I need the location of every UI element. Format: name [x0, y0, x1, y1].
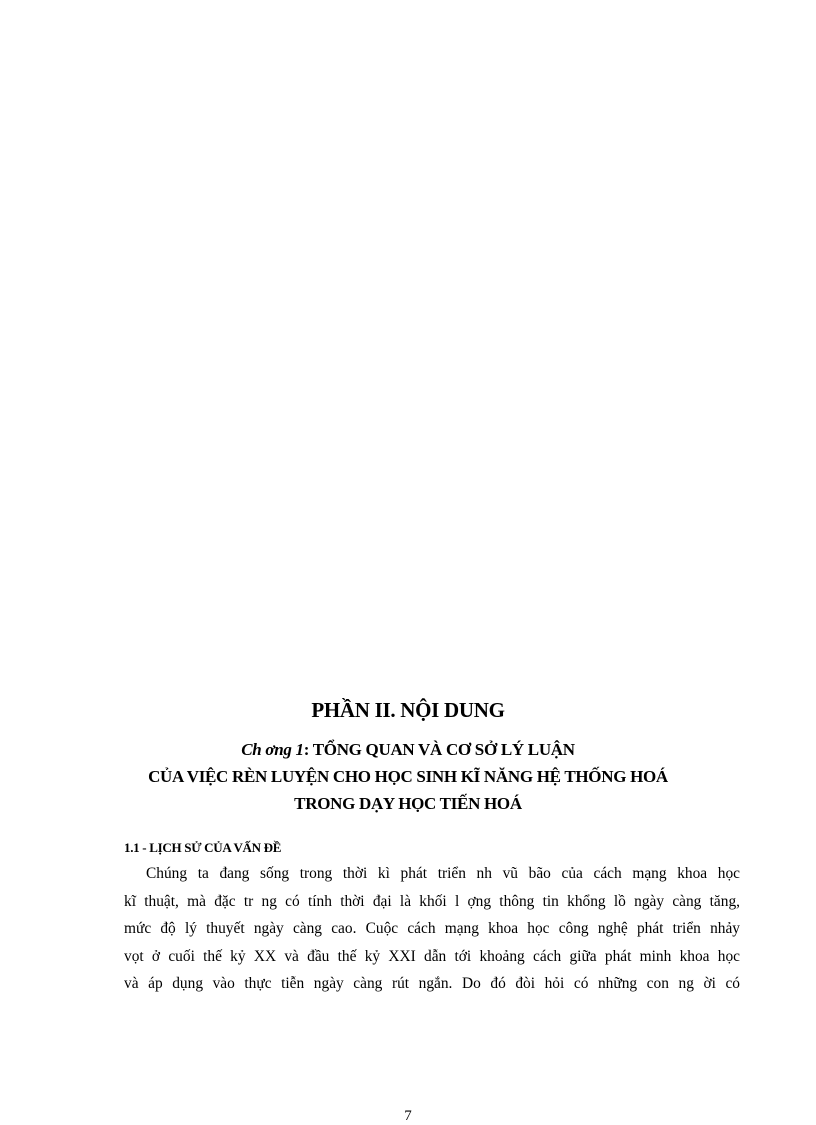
part-title: PHẦN II. NỘI DUNG [311, 698, 505, 722]
chapter-heading [0, 736, 816, 817]
body-line-3: mức độ lý thuyết ngày càng cao. Cuộc cách mạng khoa học công nghệ phát triển nhảy [124, 920, 740, 937]
page-number: 7 [404, 1108, 412, 1124]
body-line-1: Chúng ta đang sống trong thời kì phát triển nh vũ bão của cách mạng khoa học [146, 865, 740, 882]
body-line-2: kĩ thuật, mà đặc tr ng có tính thời đại là khối l ợng thông tin khổng lồ ngày càng tăng, [124, 892, 740, 910]
chapter-separator: : [303, 740, 313, 759]
chapter-title-line-2: CỦA VIỆC RÈN LUYỆN CHO HỌC SINH KĨ NĂNG HỆ THỐNG HOÁ [148, 767, 668, 786]
body-line-5: và áp dụng vào thực tiễn ngày càng rút ngắn. Do đó đòi hỏi có những con ng ời có [124, 975, 740, 992]
chapter-label: Ch ơng 1 [241, 740, 304, 759]
chapter-title-line-3: TRONG DẠY HỌC TIẾN HOÁ [294, 794, 522, 813]
body-line-4: vọt ở cuối thế kỷ XX và đầu thế kỷ XXI dẫn tới khoảng cách giữa phát minh khoa học [124, 947, 740, 965]
section-heading: 1.1 - LỊCH SỬ CỦA VẤN ĐỀ [124, 840, 282, 855]
chapter-title-line-1: TỔNG QUAN VÀ CƠ SỞ LÝ LUẬN [312, 740, 575, 759]
chapter-heading-line-1 [0, 736, 816, 763]
body-paragraph [124, 860, 740, 998]
